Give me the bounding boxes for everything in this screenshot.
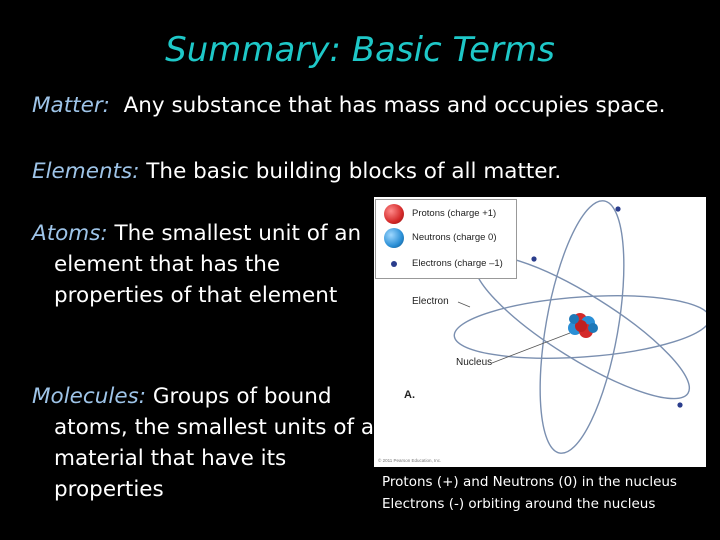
figure-letter: A.: [404, 389, 415, 401]
electron-pointer: [458, 302, 470, 307]
legend-electrons-label: Electrons (charge –1): [412, 258, 503, 269]
legend-protons-label: Protons (charge +1): [412, 208, 497, 219]
caption-nucleus: Protons (+) and Neutrons (0) in the nucleus: [382, 474, 677, 490]
electron-label: Electron: [412, 296, 449, 307]
term-molecules: [32, 381, 384, 505]
term-atoms-key: Atoms:: [32, 221, 108, 246]
term-molecules-key: Molecules:: [32, 384, 146, 409]
electron-dot: [677, 402, 682, 407]
electron-dot: [531, 256, 536, 261]
neutron-icon: [384, 228, 404, 248]
term-molecules-text: Groups of bound atoms, the smallest units of a material that have its properties: [54, 384, 375, 502]
term-elements-key: Elements:: [32, 159, 140, 184]
slide-title: Summary: Basic Terms: [165, 30, 555, 70]
legend-neutrons-label: Neutrons (charge 0): [412, 232, 497, 243]
electron-dot: [615, 206, 620, 211]
term-matter-text: Any substance that has mass and occupies space.: [109, 93, 666, 118]
caption-electrons: Electrons (-) orbiting around the nucleus: [382, 496, 656, 512]
nucleus-label: Nucleus: [456, 357, 493, 368]
proton-icon: [384, 204, 404, 224]
term-elements-text: The basic building blocks of all matter.: [139, 159, 562, 184]
legend: [375, 199, 517, 279]
copyright-text: © 2011 Pearson Education, Inc.: [378, 458, 442, 463]
nucleus: [568, 313, 598, 338]
term-matter-key: Matter:: [32, 93, 110, 118]
term-atoms-text: The smallest unit of an element that has the properties of that element: [54, 221, 362, 308]
term-elements: [32, 156, 712, 187]
atom-diagram: [374, 197, 706, 467]
term-matter: [32, 90, 712, 121]
electron-icon: [391, 261, 397, 267]
term-atoms: [32, 218, 374, 311]
